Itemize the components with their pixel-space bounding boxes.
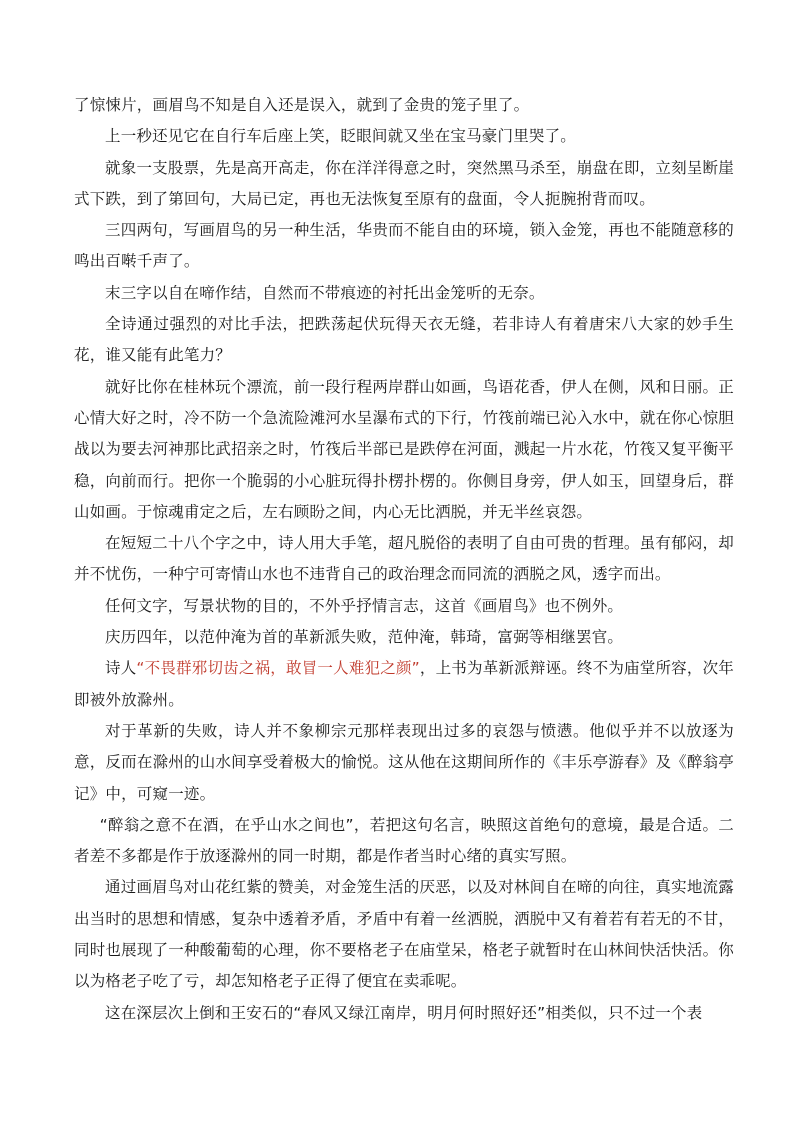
- paragraph-4: 三四两句，写画眉鸟的另一种生活，华贵而不能自由的环境，锁入金笼，再也不能随意移的鸣出百啭千声了。: [74, 221, 734, 271]
- paragraph-8: 在短短二十八个字之中，诗人用大手笔，超凡脱俗的表明了自由可贵的哲理。虽有郁闷，却并不忧伤，一种宁可寄情山水也不违背自己的政治理念而同流的洒脱之风，透字而出。: [74, 534, 734, 584]
- paragraph-10: 庆历四年，以范仲淹为首的革新派失败，范仲淹，韩琦，富弼等相继罢官。: [105, 628, 624, 647]
- document-page: [74, 90, 734, 1029]
- paragraph-3: 就象一支股票，先是高开高走，你在洋洋得意之时，突然黑马杀至，崩盘在即，立刻呈断崖式下跌，到了第回句，大局已定，再也无法恢复至原有的盘面，令人扼腕拊背而叹。: [74, 158, 734, 208]
- quoted-phrase: “不畏群邪切齿之祸，敢冒一人难犯之颜”: [136, 659, 420, 678]
- paragraph-7: 就好比你在桂林玩个漂流，前一段行程两岸群山如画，鸟语花香，伊人在侧，风和日丽。正心情大好之时，冷不防一个急流险滩河水呈瀑布式的下行，竹筏前端已沁入水中，就在你心惊胆战以为要去河神那比武招亲之时，竹筏后半部已是跌停在河面，溅起一片水花，竹筏又复平衡平稳，向前而行。把你一个脆弱的小心脏玩得扑楞扑楞的。你侧目身旁，伊人如玉，回望身后，群山如画。于惊魂甫定之后，左右顾盼之间，内心无比洒脱，并无半丝哀怨。: [74, 377, 734, 521]
- paragraph-6: 全诗通过强烈的对比手法，把跌荡起伏玩得天衣无缝，若非诗人有着唐宋八大家的妙手生花，谁又能有此笔力？: [74, 315, 734, 365]
- paragraph-13: “醉翁之意不在酒，在乎山水之间也”，若把这句名言，映照这首绝句的意境，最是合适。二者差不多都是作于放逐滁州的同一时期，都是作者当时心绪的真实写照。: [74, 815, 734, 866]
- paragraph-5: 末三字以自在啼作结，自然而不带痕迹的衬托出金笼听的无奈。: [105, 283, 545, 302]
- paragraph-15: 这在深层次上倒和王安石的“春风又绿江南岸，明月何时照好还”相类似，只不过一个表: [105, 1003, 703, 1022]
- paragraph-11: [74, 653, 734, 716]
- paragraph-14: 通过画眉鸟对山花红紫的赞美，对金笼生活的厌恶，以及对林间自在啼的向往，真实地流露出当时的思想和情感，复杂中透着矛盾，矛盾中有着一丝洒脱，洒脱中又有着若有若无的不甘，同时也展现了一种酸葡萄的心理，你不要格老子在庙堂呆，格老子就暂时在山林间快活快活。你以为格老子吃了亏，却怎知格老子正得了便宜在卖乖呢。: [74, 878, 734, 991]
- paragraph-9: 任何文字，写景状物的目的，不外乎抒情言志，这首《画眉鸟》也不例外。: [105, 596, 624, 615]
- paragraph-11-lead: 诗人: [105, 659, 137, 678]
- paragraph-1: 了惊悚片，画眉鸟不知是自入还是误入，就到了金贵的笼子里了。: [74, 96, 530, 114]
- paragraph-12: 对于革新的失败，诗人并不象柳宗元那样表现出过多的哀怨与愤懑。他似乎并不以放逐为意，反而在滁州的山水间享受着极大的愉悦。这从他在这期间所作的《丰乐亭游春》及《醉翁亭记》中，可窥一迹。: [74, 721, 734, 803]
- paragraph-2: 上一秒还见它在自行车后座上笑，眨眼间就又坐在宝马豪门里哭了。: [105, 127, 577, 146]
- paragraph-11-rest: ，上书为革新派辩诬。终不为庙堂所容，次年即被外放滁州。: [74, 659, 734, 709]
